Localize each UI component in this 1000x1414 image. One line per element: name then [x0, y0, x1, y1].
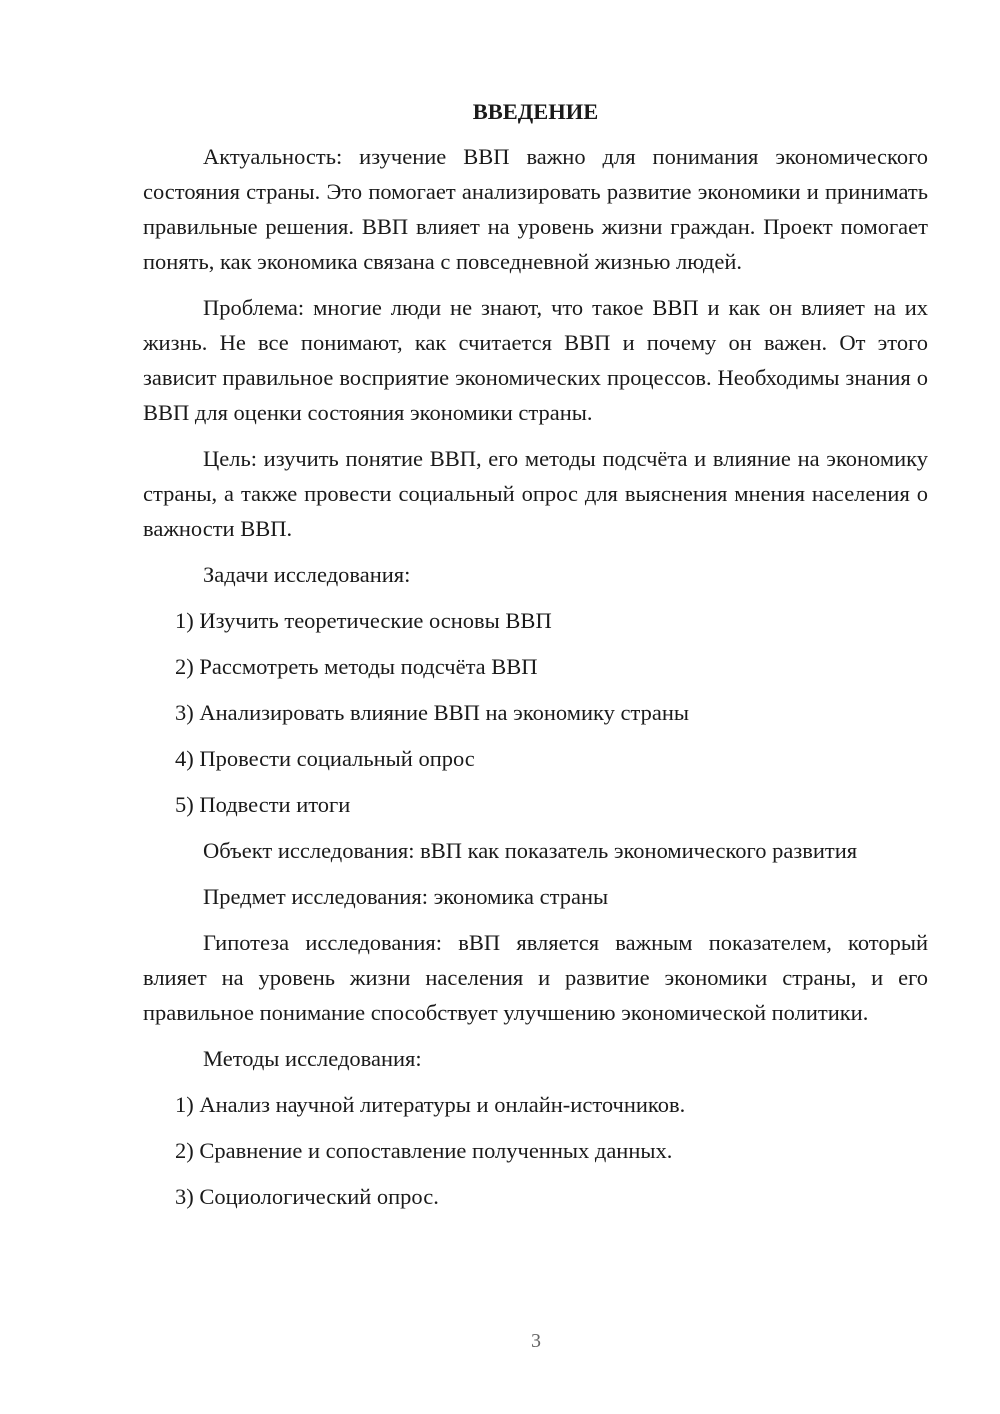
tasks-heading: Задачи исследования:: [203, 562, 411, 587]
task-item: 3) Анализировать влияние ВВП на экономику страны: [175, 700, 689, 725]
methods-list: [143, 1087, 928, 1214]
object-paragraph: Объект исследования: вВП как показатель экономического развития: [203, 838, 858, 863]
method-item: 2) Сравнение и сопоставление полученных данных.: [175, 1138, 673, 1163]
task-item: 4) Провести социальный опрос: [175, 746, 475, 771]
methods-heading: Методы исследования:: [203, 1046, 422, 1071]
section-title: ВВЕДЕНИЕ: [472, 99, 599, 124]
hypothesis-paragraph: Гипотеза исследования: вВП является важным показателем, который влияет на уровень жизни населения и развитие экономики страны, и его правильное понимание способствует улучшению экономической политики.: [143, 930, 928, 1025]
task-item: 1) Изучить теоретические основы ВВП: [175, 608, 552, 633]
tasks-list: [143, 603, 928, 822]
relevance-paragraph: Актуальность: изучение ВВП важно для понимания экономического состояния страны. Это помогает анализировать развитие экономики и принимать правильные решения. ВВП влияет на уровень жизни граждан. Проект помогает понять, как экономика связана с повседневной жизнью людей.: [143, 144, 928, 274]
document-page: [143, 96, 928, 1225]
method-item: 3) Социологический опрос.: [175, 1184, 439, 1209]
method-item: 1) Анализ научной литературы и онлайн-источников.: [175, 1092, 686, 1117]
subject-paragraph: Предмет исследования: экономика страны: [203, 884, 609, 909]
goal-paragraph: Цель: изучить понятие ВВП, его методы подсчёта и влияние на экономику страны, а также провести социальный опрос для выяснения мнения населения о важности ВВП.: [143, 446, 928, 541]
task-item: 5) Подвести итоги: [175, 792, 351, 817]
task-item: 2) Рассмотреть методы подсчёта ВВП: [175, 654, 538, 679]
page-number: 3: [531, 1330, 541, 1352]
problem-paragraph: Проблема: многие люди не знают, что такое ВВП и как он влияет на их жизнь. Не все понимают, как считается ВВП и почему он важен. От этого зависит правильное восприятие экономических процессов. Необходимы знания о ВВП для оценки состояния экономики страны.: [143, 295, 928, 425]
